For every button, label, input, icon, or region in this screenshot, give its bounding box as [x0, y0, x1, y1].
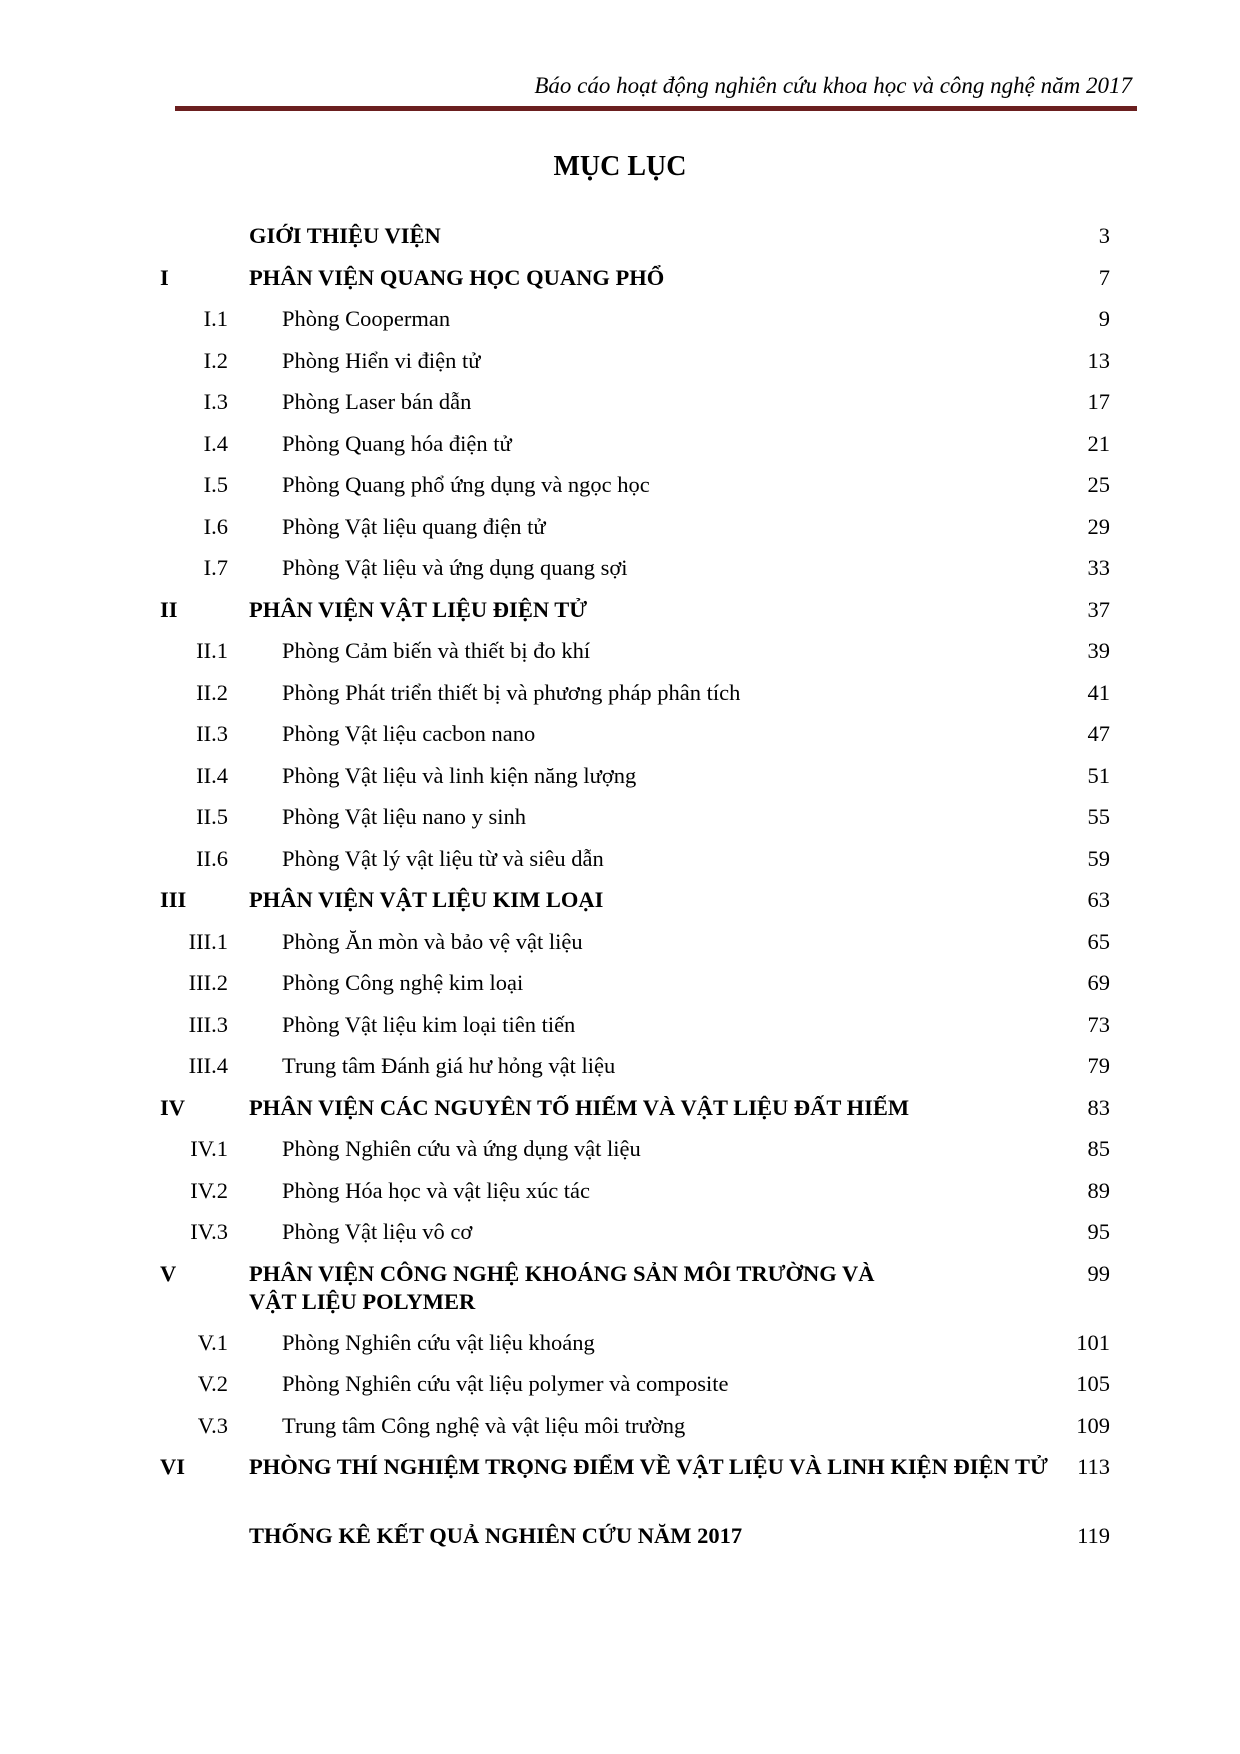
toc-entry-label: Phòng Vật liệu vô cơ [282, 1219, 473, 1244]
toc-entry[interactable] [0, 430, 1240, 472]
toc-entry-page: 109 [1076, 1412, 1110, 1438]
toc-entry-number: II.4 [196, 762, 228, 788]
table-of-contents [0, 222, 1240, 1564]
toc-entry-page: 59 [1087, 845, 1110, 871]
toc-entry-label: Phòng Quang phổ ứng dụng và ngọc học [282, 472, 650, 497]
toc-entry[interactable] [0, 1260, 1240, 1329]
toc-entry-label: Phòng Hóa học và vật liệu xúc tác [282, 1177, 591, 1203]
toc-entry-label: Phòng Nghiên cứu vật liệu khoáng [282, 1329, 595, 1355]
toc-entry-page: 13 [1087, 347, 1110, 373]
toc-entry[interactable] [0, 679, 1240, 721]
toc-entry[interactable] [0, 347, 1240, 389]
toc-entry-page: 101 [1076, 1329, 1110, 1355]
toc-entry-label: Phòng Phát triển thiết bị và phương pháp phân tích [282, 679, 741, 705]
toc-entry-number: I [160, 264, 169, 290]
toc-entry-page: 29 [1087, 513, 1110, 539]
toc-entry-label: Phòng Laser bán dẫn [282, 389, 472, 414]
toc-entry[interactable] [0, 1177, 1240, 1219]
toc-entry[interactable] [0, 1329, 1240, 1371]
toc-entry-number: III.4 [188, 1053, 228, 1078]
toc-entry-label: Phòng Nghiên cứu và ứng dụng vật liệu [282, 1136, 641, 1161]
toc-entry[interactable] [0, 1522, 1240, 1564]
toc-entry-number: V [160, 1260, 177, 1286]
toc-entry-number: IV.2 [190, 1177, 228, 1203]
toc-entry[interactable] [0, 762, 1240, 804]
toc-entry-label: Phòng Vật liệu kim loại tiên tiến [282, 1011, 576, 1037]
toc-entry-label: PHÂN VIỆN CÔNG NGHỆ KHOÁNG SẢN MÔI TRƯỜNG VÀ VẬT LIỆU POLYMER [249, 1260, 875, 1314]
toc-entry-number: I.2 [203, 347, 228, 373]
toc-entry-number: II.6 [196, 845, 228, 871]
toc-entry-page: 37 [1087, 596, 1110, 622]
toc-entry-label: Phòng Vật liệu và linh kiện năng lượng [282, 762, 637, 788]
toc-entry-page: 113 [1077, 1454, 1110, 1479]
toc-entry-page: 73 [1087, 1011, 1110, 1037]
toc-entry-page: 63 [1087, 887, 1110, 912]
toc-entry[interactable] [0, 1370, 1240, 1412]
toc-entry-label: Phòng Công nghệ kim loại [282, 970, 524, 995]
toc-entry-page: 25 [1087, 472, 1110, 497]
toc-entry-page: 7 [1098, 264, 1110, 290]
toc-entry-number: II [160, 596, 178, 622]
header-rule [175, 106, 1137, 111]
toc-entry-page: 51 [1087, 762, 1110, 788]
toc-entry[interactable] [0, 886, 1240, 928]
toc-entry-label: Phòng Vật liệu quang điện tử [282, 513, 546, 539]
toc-entry-number: I.5 [203, 472, 228, 497]
toc-entry-label: Phòng Cảm biến và thiết bị đo khí [282, 638, 591, 663]
toc-entry-page: 3 [1098, 223, 1110, 248]
toc-entry-page: 55 [1087, 804, 1110, 829]
toc-entry-page: 39 [1087, 638, 1110, 663]
toc-entry-number: I.4 [203, 430, 228, 456]
toc-entry[interactable] [0, 928, 1240, 970]
toc-entry[interactable] [0, 554, 1240, 596]
toc-entry[interactable] [0, 596, 1240, 638]
toc-entry-number: II.2 [196, 679, 228, 705]
toc-entry-number: IV.3 [190, 1219, 228, 1244]
toc-entry-label: Phòng Nghiên cứu vật liệu polymer và composite [282, 1371, 729, 1396]
toc-entry[interactable] [0, 720, 1240, 762]
toc-entry-number: IV.1 [190, 1136, 228, 1161]
toc-entry[interactable] [0, 513, 1240, 555]
toc-entry-page: 89 [1087, 1177, 1110, 1203]
toc-entry-number: I.1 [203, 306, 228, 331]
toc-entry-number: V.1 [197, 1329, 228, 1355]
toc-entry[interactable] [0, 637, 1240, 679]
toc-entry-label: Trung tâm Công nghệ và vật liệu môi trường [282, 1412, 686, 1438]
toc-entry-label: Phòng Hiển vi điện tử [282, 347, 481, 373]
toc-entry[interactable] [0, 1218, 1240, 1260]
toc-entry-number: III [160, 887, 187, 912]
toc-entry-label: Phòng Vật liệu cacbon nano [282, 721, 536, 746]
toc-entry-label: Phòng Vật liệu nano y sinh [282, 804, 526, 829]
toc-entry[interactable] [0, 1135, 1240, 1177]
toc-entry[interactable] [0, 845, 1240, 887]
toc-entry-label: Phòng Vật liệu và ứng dụng quang sợi [282, 555, 628, 580]
toc-entry[interactable] [0, 471, 1240, 513]
toc-entry-number: II.5 [196, 804, 228, 829]
toc-entry-label: PHÒNG THÍ NGHIỆM TRỌNG ĐIỂM VỀ VẬT LIỆU VÀ LINH KIỆN ĐIỆN TỬ [249, 1454, 1048, 1479]
toc-entry-page: 99 [1087, 1260, 1110, 1286]
toc-entry-number: III.1 [188, 928, 228, 954]
toc-entry-number: III.2 [188, 970, 228, 995]
toc-entry-label: Phòng Quang hóa điện tử [282, 430, 512, 456]
toc-entry-label: PHÂN VIỆN VẬT LIỆU KIM LOẠI [249, 887, 604, 912]
toc-entry-number: II.1 [196, 638, 228, 663]
toc-entry[interactable] [0, 1052, 1240, 1094]
toc-entry[interactable] [0, 1453, 1240, 1522]
toc-entry[interactable] [0, 305, 1240, 347]
toc-entry-number: V.2 [197, 1371, 228, 1396]
toc-entry-number: I.7 [203, 555, 228, 580]
toc-entry[interactable] [0, 1011, 1240, 1053]
toc-entry-page: 83 [1087, 1094, 1110, 1120]
toc-entry[interactable] [0, 1094, 1240, 1136]
toc-entry-page: 33 [1087, 555, 1110, 580]
toc-entry-number: VI [160, 1454, 186, 1479]
toc-entry-number: III.3 [188, 1011, 228, 1037]
toc-entry-label: Phòng Ăn mòn và bảo vệ vật liệu [282, 928, 583, 954]
toc-entry[interactable] [0, 969, 1240, 1011]
toc-entry-page: 95 [1087, 1219, 1110, 1244]
toc-entry-page: 41 [1087, 679, 1110, 705]
toc-entry-page: 105 [1076, 1371, 1110, 1396]
page-title: MỤC LỤC [553, 151, 687, 182]
toc-entry-page: 79 [1087, 1053, 1110, 1078]
toc-entry[interactable] [0, 1412, 1240, 1454]
toc-entry-number: II.3 [196, 721, 228, 746]
toc-entry[interactable] [0, 222, 1240, 264]
running-header: Báo cáo hoạt động nghiên cứu khoa học và công nghệ năm 2017 [534, 73, 1132, 98]
toc-entry-label: Trung tâm Đánh giá hư hỏng vật liệu [282, 1053, 616, 1078]
toc-entry-page: 119 [1077, 1523, 1110, 1548]
toc-entry-label: Phòng Vật lý vật liệu từ và siêu dẫn [282, 845, 604, 871]
toc-entry-page: 65 [1087, 928, 1110, 954]
toc-entry-number: IV [160, 1094, 186, 1120]
toc-entry-page: 47 [1087, 721, 1110, 746]
toc-entry-page: 85 [1087, 1136, 1110, 1161]
toc-entry-label: GIỚI THIỆU VIỆN [249, 223, 441, 248]
toc-entry-label: Phòng Cooperman [282, 306, 451, 331]
toc-entry-page: 9 [1098, 306, 1110, 331]
toc-entry[interactable] [0, 803, 1240, 845]
toc-entry-page: 69 [1087, 970, 1110, 995]
toc-entry-page: 17 [1087, 389, 1110, 414]
toc-entry[interactable] [0, 264, 1240, 306]
toc-entry-label: PHÂN VIỆN VẬT LIỆU ĐIỆN TỬ [249, 596, 588, 622]
toc-entry[interactable] [0, 388, 1240, 430]
toc-entry-label: PHÂN VIỆN CÁC NGUYÊN TỐ HIẾM VÀ VẬT LIỆU ĐẤT HIẾM [249, 1094, 910, 1120]
toc-entry-number: I.3 [203, 389, 228, 414]
toc-entry-label: PHÂN VIỆN QUANG HỌC QUANG PHỔ [249, 264, 665, 290]
toc-entry-label: THỐNG KÊ KẾT QUẢ NGHIÊN CỨU NĂM 2017 [249, 1523, 743, 1548]
toc-entry-page: 21 [1087, 430, 1110, 456]
toc-entry-number: V.3 [197, 1412, 228, 1438]
toc-entry-number: I.6 [203, 513, 228, 539]
